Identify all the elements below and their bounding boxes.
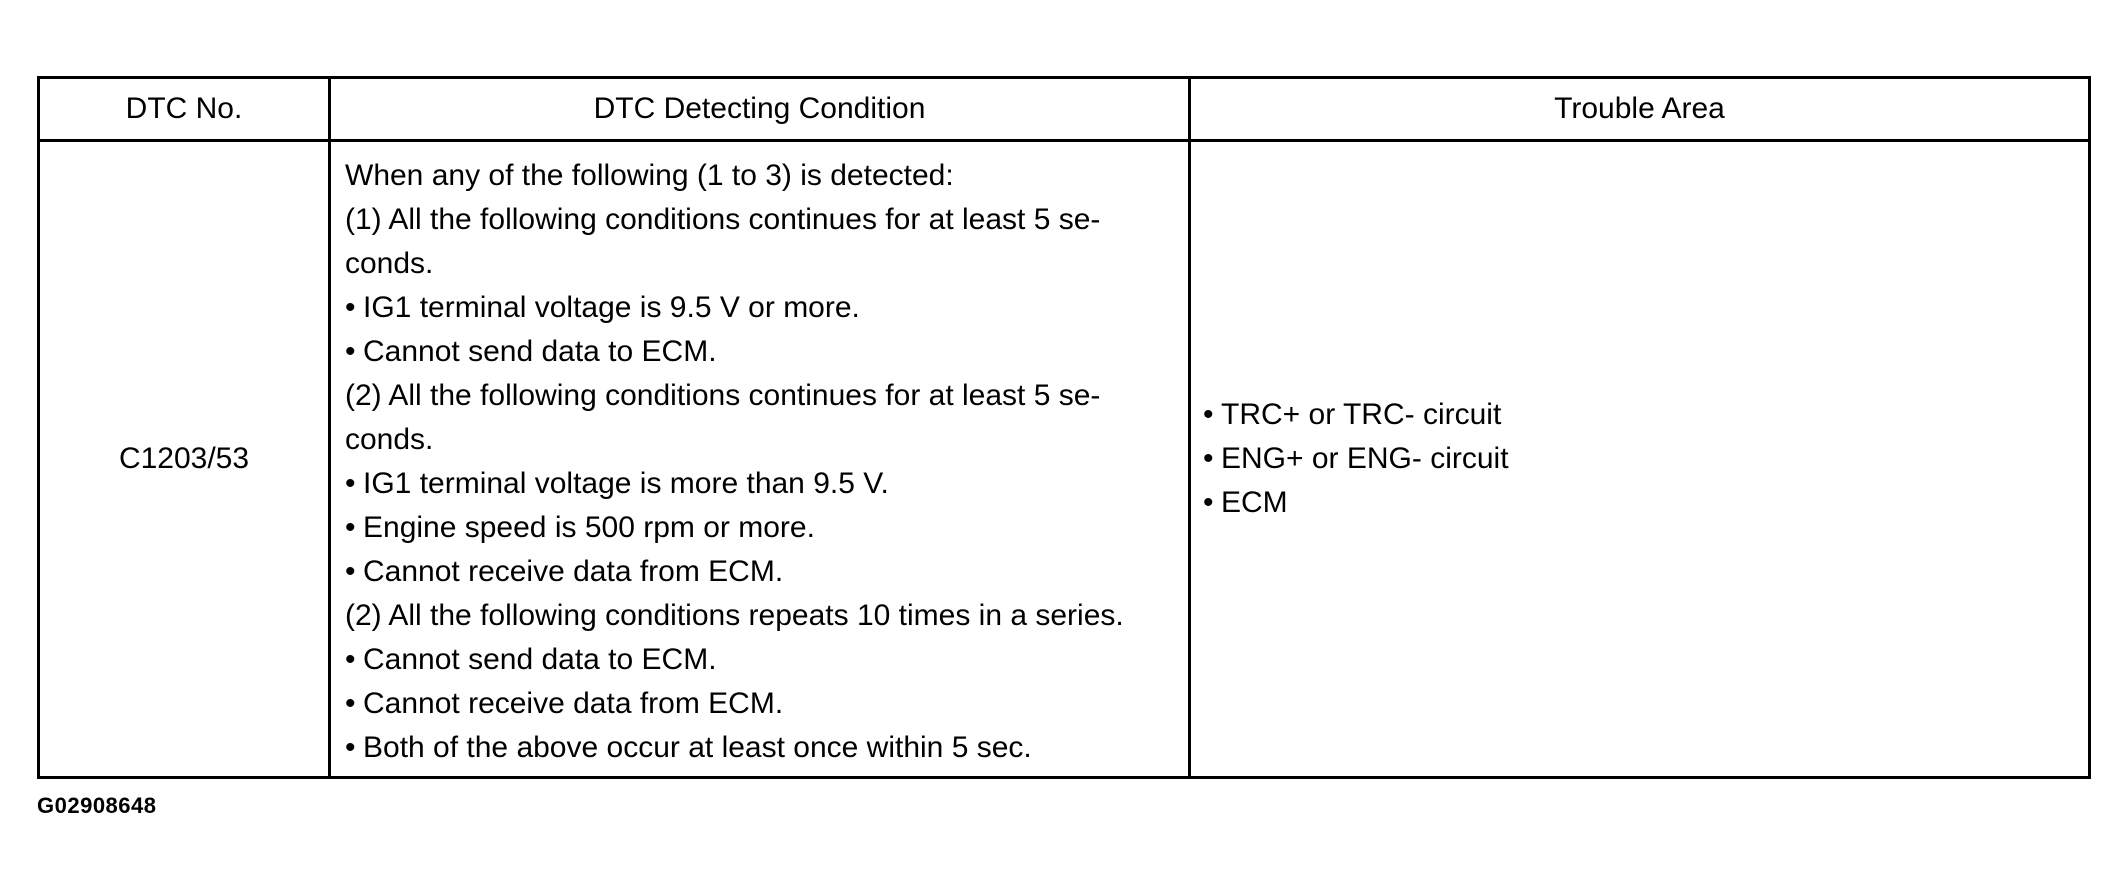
condition-line-text: conds. [345,247,434,280]
table-row [39,141,2090,778]
trouble-area-item [1203,481,2088,525]
condition-line-text: Cannot receive data from ECM. [363,555,784,588]
header-dtc-no: DTC No. [39,78,330,141]
condition-line-text: Both of the above occur at least once within 5 sec. [363,731,1032,764]
condition-bullet-item [345,550,1178,594]
condition-text-line [345,418,1178,462]
bullet-glyph: • [345,291,356,324]
condition-bullet-item [345,330,1178,374]
bullet-glyph: • [1203,486,1214,519]
condition-text-line [345,242,1178,286]
bullet-glyph: • [345,687,356,720]
trouble-area-text: ECM [1221,486,1288,519]
condition-line-text: IG1 terminal voltage is 9.5 V or more. [363,291,860,324]
condition-bullet-item [345,726,1178,770]
condition-line-text: Cannot send data to ECM. [363,335,717,368]
condition-text-line [345,198,1178,242]
bullet-glyph: • [345,467,356,500]
condition-line-text: (2) All the following conditions repeats 10 times in a series. [345,599,1124,632]
condition-bullet-item [345,682,1178,726]
condition-line-text: When any of the following (1 to 3) is detected: [345,159,954,192]
header-trouble-area: Trouble Area [1190,78,2090,141]
condition-line-text: Cannot send data to ECM. [363,643,717,676]
bullet-glyph: • [345,335,356,368]
trouble-area-cell [1190,141,2090,778]
condition-lines [345,154,1178,770]
condition-text-line [345,374,1178,418]
condition-line-text: IG1 terminal voltage is more than 9.5 V. [363,467,889,500]
condition-bullet-item [345,506,1178,550]
trouble-area-text: ENG+ or ENG- circuit [1221,442,1509,475]
condition-line-text: conds. [345,423,434,456]
trouble-area-text: TRC+ or TRC- circuit [1221,398,1502,431]
bullet-glyph: • [345,555,356,588]
condition-line-text: (2) All the following conditions continues for at least 5 se- [345,379,1101,412]
condition-line-text: Cannot receive data from ECM. [363,687,784,720]
condition-line-text: (1) All the following conditions continues for at least 5 se- [345,203,1101,236]
figure-code: G02908648 [37,793,157,818]
condition-bullet-item [345,462,1178,506]
table-header-row [39,78,2090,141]
condition-bullet-item [345,638,1178,682]
condition-text-line [345,154,1178,198]
trouble-area-list [1203,393,2088,525]
dtc-number-cell: C1203/53 [39,141,330,778]
condition-bullet-item [345,286,1178,330]
bullet-glyph: • [345,731,356,764]
condition-line-text: Engine speed is 500 rpm or more. [363,511,815,544]
bullet-glyph: • [1203,398,1214,431]
bullet-glyph: • [1203,442,1214,475]
trouble-area-item [1203,437,2088,481]
detecting-condition-cell [330,141,1190,778]
bullet-glyph: • [345,643,356,676]
dtc-table [37,76,2091,779]
trouble-area-item [1203,393,2088,437]
bullet-glyph: • [345,511,356,544]
header-detecting-condition: DTC Detecting Condition [330,78,1190,141]
condition-text-line [345,594,1178,638]
